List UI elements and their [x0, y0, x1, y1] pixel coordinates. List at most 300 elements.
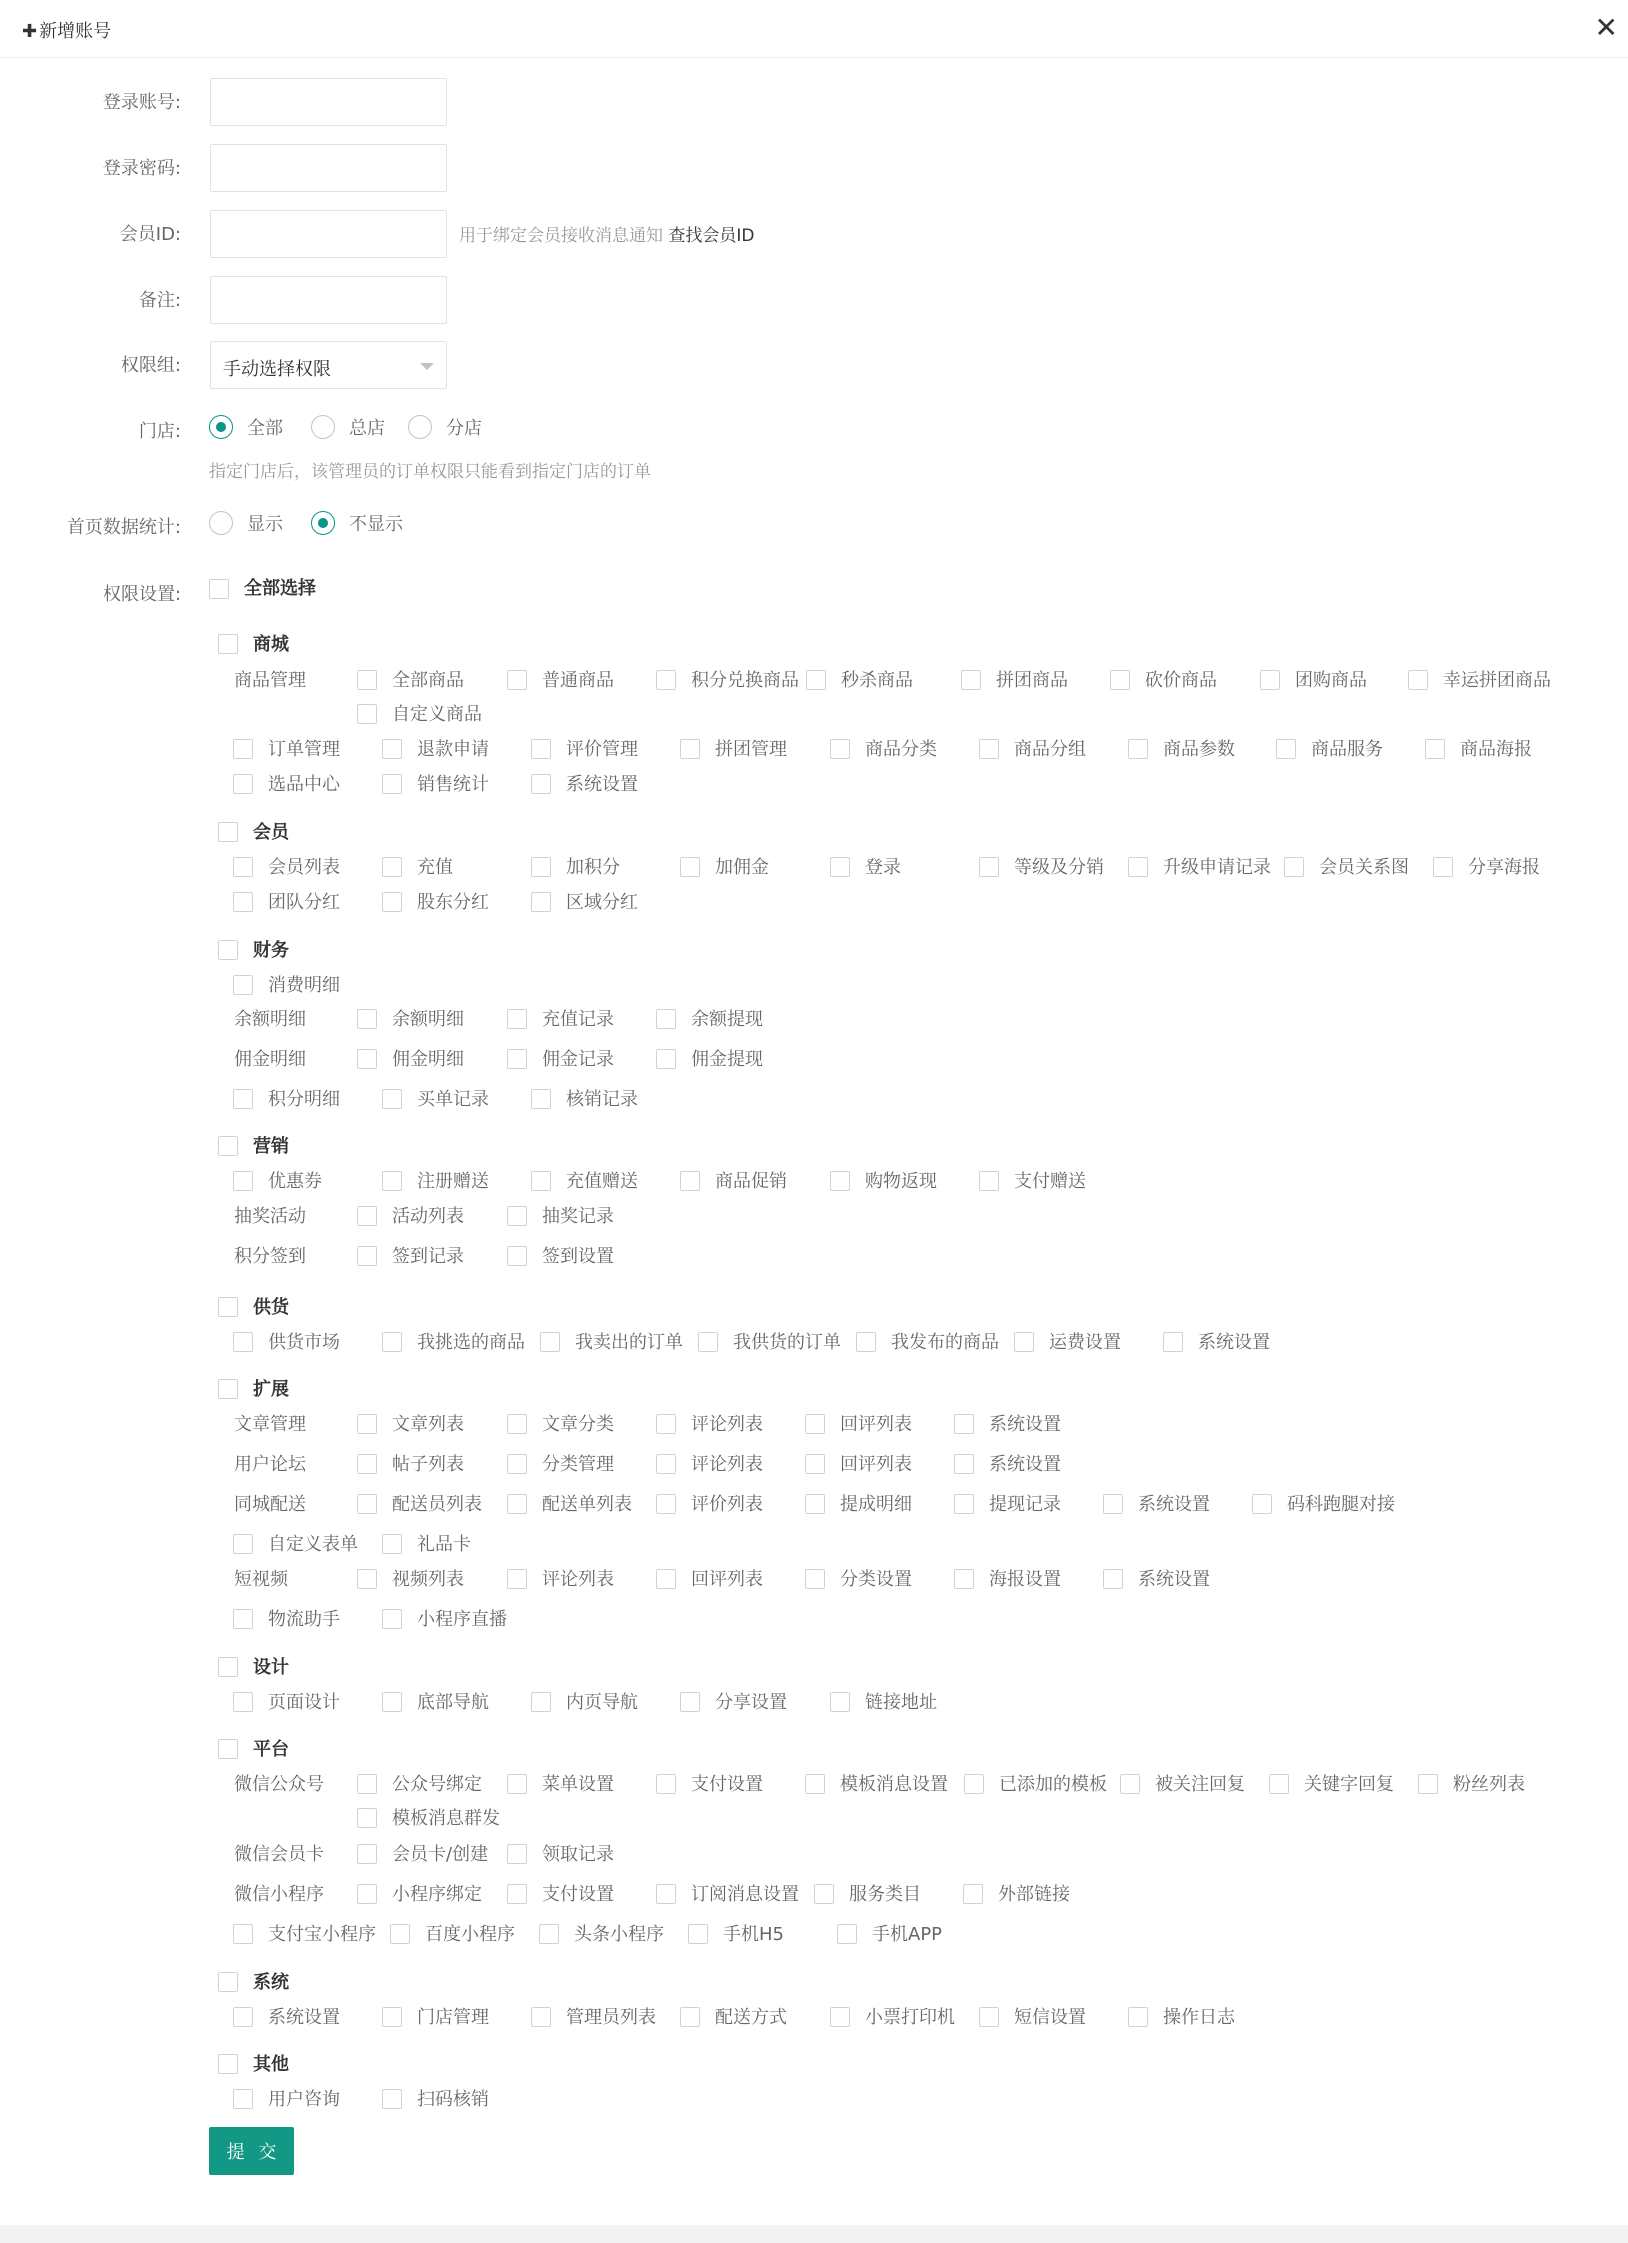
permission-label: 码科跑腿对接	[1287, 1494, 1395, 1515]
permission-label: 系统设置	[1138, 1494, 1210, 1515]
group-select[interactable]	[210, 341, 447, 389]
permission-checkbox[interactable]	[806, 670, 826, 690]
permission-checkbox[interactable]	[680, 857, 700, 877]
category-checkbox[interactable]	[218, 1972, 238, 1992]
close-icon[interactable]: ✕	[1594, 11, 1618, 44]
caret-down-icon	[420, 363, 434, 370]
permission-label: 订阅消息设置	[691, 1884, 799, 1905]
permission-checkbox[interactable]	[507, 1246, 527, 1266]
stats-label: 首页数据统计:	[66, 517, 181, 538]
permission-checkbox[interactable]	[656, 1414, 676, 1434]
permission-checkbox[interactable]	[507, 1844, 527, 1864]
permission-label: 区域分红	[566, 892, 638, 913]
permission-label: 评论列表	[542, 1569, 614, 1590]
permission-label: 运费设置	[1049, 1332, 1121, 1353]
permission-checkbox[interactable]	[1425, 739, 1445, 759]
permission-label: 提现记录	[989, 1494, 1061, 1515]
permission-checkbox[interactable]	[830, 857, 850, 877]
password-input[interactable]	[210, 144, 447, 192]
permission-checkbox[interactable]	[531, 857, 551, 877]
permission-checkbox[interactable]	[357, 704, 377, 724]
permission-label: 充值赠送	[566, 1171, 638, 1192]
permission-checkbox[interactable]	[805, 1569, 825, 1589]
permission-checkbox[interactable]	[507, 1206, 527, 1226]
permission-checkbox[interactable]	[1163, 1332, 1183, 1352]
permission-label: 支付宝小程序	[268, 1924, 376, 1945]
permission-label: 小票打印机	[865, 2007, 955, 2028]
category-checkbox[interactable]	[218, 1739, 238, 1759]
permission-label: 注册赠送	[417, 1171, 489, 1192]
permission-checkbox[interactable]	[507, 1049, 527, 1069]
permission-label: 砍价商品	[1145, 670, 1217, 691]
permission-checkbox[interactable]	[531, 2007, 551, 2027]
category-label: 其他	[253, 2054, 289, 2075]
category-label: 会员	[253, 822, 289, 843]
permission-group-label: 短视频	[234, 1569, 288, 1590]
permission-checkbox[interactable]	[382, 2089, 402, 2109]
permission-label: 百度小程序	[425, 1924, 515, 1945]
radio-icon	[209, 511, 233, 535]
permission-checkbox[interactable]	[805, 1454, 825, 1474]
permission-label: 消费明细	[268, 975, 340, 996]
permission-checkbox[interactable]	[357, 1049, 377, 1069]
permission-label: 系统设置	[268, 2007, 340, 2028]
permission-group-label: 文章管理	[234, 1414, 306, 1435]
permission-checkbox[interactable]	[1014, 1332, 1034, 1352]
permission-label: 商品分组	[1014, 739, 1086, 760]
category-checkbox[interactable]	[218, 2054, 238, 2074]
permission-label: 系统设置	[1138, 1569, 1210, 1590]
footer-bar	[0, 2225, 1628, 2243]
select-all-checkbox[interactable]	[209, 579, 229, 599]
permission-label: 充值记录	[542, 1009, 614, 1030]
radio-icon	[408, 415, 432, 439]
permission-group-label: 微信会员卡	[234, 1844, 324, 1865]
permission-checkbox[interactable]	[357, 1569, 377, 1589]
permission-checkbox[interactable]	[382, 1534, 402, 1554]
permission-label: 登录	[865, 857, 901, 878]
permission-label: 升级申请记录	[1163, 857, 1271, 878]
permission-checkbox[interactable]	[382, 1609, 402, 1629]
permission-checkbox[interactable]	[233, 1171, 253, 1191]
permission-label: 股东分红	[417, 892, 489, 913]
dialog-header	[0, 0, 1628, 58]
permission-checkbox[interactable]	[507, 1774, 527, 1794]
permission-label: 被关注回复	[1155, 1774, 1245, 1795]
account-label: 登录账号:	[102, 92, 181, 113]
category-checkbox[interactable]	[218, 1297, 238, 1317]
permission-checkbox[interactable]	[1418, 1774, 1438, 1794]
permission-checkbox[interactable]	[1103, 1494, 1123, 1514]
permission-checkbox[interactable]	[357, 670, 377, 690]
store-radio-head[interactable]	[311, 414, 385, 440]
permission-checkbox[interactable]	[531, 1692, 551, 1712]
permission-label: 物流助手	[268, 1609, 340, 1630]
store-radio-branch-label: 分店	[446, 418, 482, 439]
permission-checkbox[interactable]	[539, 1924, 559, 1944]
permission-checkbox[interactable]	[830, 1692, 850, 1712]
permission-label: 头条小程序	[574, 1924, 664, 1945]
permission-checkbox[interactable]	[979, 857, 999, 877]
category-label: 设计	[253, 1657, 289, 1678]
permission-label: 外部链接	[998, 1884, 1070, 1905]
permission-label: 加佣金	[715, 857, 769, 878]
permission-label: 签到设置	[542, 1246, 614, 1267]
permission-checkbox[interactable]	[1128, 2007, 1148, 2027]
permission-label: 门店管理	[417, 2007, 489, 2028]
permission-checkbox[interactable]	[507, 1569, 527, 1589]
permission-label: 佣金记录	[542, 1049, 614, 1070]
permission-label: 菜单设置	[542, 1774, 614, 1795]
permission-checkbox[interactable]	[680, 1692, 700, 1712]
permission-label: 公众号绑定	[392, 1774, 482, 1795]
permission-label: 回评列表	[840, 1454, 912, 1475]
group-label: 权限组:	[120, 355, 181, 376]
radio-checked-icon	[311, 511, 335, 535]
permission-checkbox[interactable]	[954, 1454, 974, 1474]
permission-label: 海报设置	[989, 1569, 1061, 1590]
permission-checkbox[interactable]	[357, 1844, 377, 1864]
permission-label: 供货市场	[268, 1332, 340, 1353]
password-label: 登录密码:	[102, 158, 181, 179]
permission-label: 余额明细	[392, 1009, 464, 1030]
permission-group-label: 用户论坛	[234, 1454, 306, 1475]
remark-input[interactable]	[210, 276, 447, 324]
permission-label: 评论列表	[691, 1454, 763, 1475]
permission-checkbox[interactable]	[1276, 739, 1296, 759]
permission-label: 加积分	[566, 857, 620, 878]
permission-checkbox[interactable]	[1284, 857, 1304, 877]
permission-checkbox[interactable]	[357, 1494, 377, 1514]
store-radio-head-label: 总店	[349, 418, 385, 439]
permission-checkbox[interactable]	[357, 1206, 377, 1226]
radio-icon	[311, 415, 335, 439]
permission-checkbox[interactable]	[1408, 670, 1428, 690]
permission-group-label: 余额明细	[234, 1009, 306, 1030]
permission-label: 支付赠送	[1014, 1171, 1086, 1192]
permission-label: 文章列表	[392, 1414, 464, 1435]
permission-checkbox[interactable]	[814, 1884, 834, 1904]
permission-label: 模板消息设置	[840, 1774, 948, 1795]
category-checkbox[interactable]	[218, 822, 238, 842]
permission-checkbox[interactable]	[357, 1774, 377, 1794]
permission-label: 用户咨询	[268, 2089, 340, 2110]
permission-checkbox[interactable]	[656, 1494, 676, 1514]
permission-checkbox[interactable]	[830, 1171, 850, 1191]
permission-checkbox[interactable]	[656, 1009, 676, 1029]
permission-label: 拼团商品	[996, 670, 1068, 691]
select-all-label: 全部选择	[244, 578, 316, 599]
permission-label: 管理员列表	[566, 2007, 656, 2028]
permission-label: 提成明细	[840, 1494, 912, 1515]
permission-checkbox[interactable]	[382, 1089, 402, 1109]
permission-checkbox[interactable]	[805, 1414, 825, 1434]
permission-label: 签到记录	[392, 1246, 464, 1267]
permission-checkbox[interactable]	[979, 1171, 999, 1191]
member-id-hint	[459, 221, 755, 246]
permission-checkbox[interactable]	[961, 670, 981, 690]
stats-radio-hide[interactable]	[311, 510, 403, 536]
permission-checkbox[interactable]	[233, 1924, 253, 1944]
permission-group-label: 佣金明细	[234, 1049, 306, 1070]
account-input[interactable]	[210, 78, 447, 126]
permission-checkbox[interactable]	[680, 2007, 700, 2027]
permission-checkbox[interactable]	[357, 1454, 377, 1474]
permission-label: 我供货的订单	[733, 1332, 841, 1353]
permission-label: 服务类目	[849, 1884, 921, 1905]
permission-label: 底部导航	[417, 1692, 489, 1713]
category-checkbox[interactable]	[218, 1379, 238, 1399]
permission-checkbox[interactable]	[979, 739, 999, 759]
category-label: 扩展	[253, 1379, 289, 1400]
permission-label: 商品分类	[865, 739, 937, 760]
permission-checkbox[interactable]	[390, 1924, 410, 1944]
permission-checkbox[interactable]	[382, 892, 402, 912]
permission-label: 内页导航	[566, 1692, 638, 1713]
permission-label: 等级及分销	[1014, 857, 1104, 878]
permission-checkbox[interactable]	[805, 1494, 825, 1514]
permission-checkbox[interactable]	[954, 1494, 974, 1514]
dialog-title-text: 新增账号	[39, 21, 112, 42]
permission-label: 帖子列表	[392, 1454, 464, 1475]
permission-label: 评价管理	[566, 739, 638, 760]
member-id-label: 会员ID:	[119, 224, 181, 245]
permission-label: 普通商品	[542, 670, 614, 691]
category-label: 商城	[253, 634, 289, 655]
permission-checkbox[interactable]	[357, 1414, 377, 1434]
permission-checkbox[interactable]	[233, 1089, 253, 1109]
permission-label: 会员关系图	[1319, 857, 1409, 878]
permission-checkbox[interactable]	[837, 1924, 857, 1944]
permission-checkbox[interactable]	[233, 975, 253, 995]
permission-checkbox[interactable]	[382, 1692, 402, 1712]
permission-checkbox[interactable]	[540, 1332, 560, 1352]
category-checkbox[interactable]	[218, 634, 238, 654]
permission-checkbox[interactable]	[656, 1774, 676, 1794]
permission-label: 积分明细	[268, 1089, 340, 1110]
group-select-value: 手动选择权限	[223, 359, 331, 380]
permission-checkbox[interactable]	[656, 1884, 676, 1904]
permission-label: 商品服务	[1311, 739, 1383, 760]
permission-group-label: 微信小程序	[234, 1884, 324, 1905]
permission-checkbox[interactable]	[507, 1494, 527, 1514]
permission-checkbox[interactable]	[963, 1884, 983, 1904]
permission-label: 操作日志	[1163, 2007, 1235, 2028]
permission-checkbox[interactable]	[382, 739, 402, 759]
permission-checkbox[interactable]	[357, 1884, 377, 1904]
permission-checkbox[interactable]	[233, 1692, 253, 1712]
permission-checkbox[interactable]	[531, 1171, 551, 1191]
permission-label: 链接地址	[865, 1692, 937, 1713]
permission-checkbox[interactable]	[507, 1454, 527, 1474]
permission-checkbox[interactable]	[382, 774, 402, 794]
permission-label: 购物返现	[865, 1171, 937, 1192]
permission-checkbox[interactable]	[1110, 670, 1130, 690]
permission-label: 视频列表	[392, 1569, 464, 1590]
permission-label: 自定义商品	[392, 704, 482, 725]
permission-label: 积分兑换商品	[691, 670, 799, 691]
store-label: 门店:	[138, 421, 181, 442]
permission-label: 团购商品	[1295, 670, 1367, 691]
permission-checkbox[interactable]	[1103, 1569, 1123, 1589]
permission-checkbox[interactable]	[382, 2007, 402, 2027]
permission-checkbox[interactable]	[233, 739, 253, 759]
permission-label: 分类管理	[542, 1454, 614, 1475]
stats-radio-show-label: 显示	[247, 514, 283, 535]
permission-checkbox[interactable]	[233, 857, 253, 877]
permission-checkbox[interactable]	[531, 1089, 551, 1109]
permission-checkbox[interactable]	[830, 739, 850, 759]
permission-checkbox[interactable]	[233, 892, 253, 912]
category-label: 系统	[253, 1972, 289, 1993]
permission-label: 全部商品	[392, 670, 464, 691]
permission-checkbox[interactable]	[680, 1171, 700, 1191]
permission-label: 已添加的模板	[999, 1774, 1107, 1795]
permission-checkbox[interactable]	[805, 1774, 825, 1794]
permission-label: 秒杀商品	[841, 670, 913, 691]
permission-label: 分类设置	[840, 1569, 912, 1590]
permission-label: 佣金明细	[392, 1049, 464, 1070]
permission-checkbox[interactable]	[698, 1332, 718, 1352]
store-radio-branch[interactable]	[408, 414, 482, 440]
category-label: 供货	[253, 1297, 289, 1318]
permission-checkbox[interactable]	[688, 1924, 708, 1944]
permission-checkbox[interactable]	[830, 2007, 850, 2027]
permission-label: 分享设置	[715, 1692, 787, 1713]
permission-checkbox[interactable]	[1128, 739, 1148, 759]
permission-checkbox[interactable]	[233, 1534, 253, 1554]
permission-checkbox[interactable]	[1269, 1774, 1289, 1794]
permission-checkbox[interactable]	[1252, 1494, 1272, 1514]
permission-label: 幸运拼团商品	[1443, 670, 1551, 691]
permission-label: 销售统计	[417, 774, 489, 795]
permission-label: 扫码核销	[417, 2089, 489, 2110]
permission-label: 会员卡/创建	[392, 1844, 489, 1865]
permission-label: 订单管理	[268, 739, 340, 760]
permission-label: 配送方式	[715, 2007, 787, 2028]
permission-label: 文章分类	[542, 1414, 614, 1435]
permission-checkbox[interactable]	[382, 857, 402, 877]
permission-label: 粉丝列表	[1453, 1774, 1525, 1795]
category-label: 营销	[253, 1136, 289, 1157]
permission-group-label: 抽奖活动	[234, 1206, 306, 1227]
permission-checkbox[interactable]	[1260, 670, 1280, 690]
permission-label: 余额提现	[691, 1009, 763, 1030]
permission-checkbox[interactable]	[507, 1009, 527, 1029]
permission-group-label: 微信公众号	[234, 1774, 324, 1795]
permission-label: 手机APP	[872, 1924, 943, 1945]
permission-checkbox[interactable]	[656, 1569, 676, 1589]
permission-checkbox[interactable]	[357, 1246, 377, 1266]
permission-checkbox[interactable]	[233, 1609, 253, 1629]
permission-checkbox[interactable]	[507, 1414, 527, 1434]
permission-label: 模板消息群发	[392, 1808, 500, 1829]
permission-label: 活动列表	[392, 1206, 464, 1227]
permission-checkbox[interactable]	[964, 1774, 984, 1794]
permission-label: 会员列表	[268, 857, 340, 878]
permission-checkbox[interactable]	[680, 739, 700, 759]
permission-checkbox[interactable]	[954, 1414, 974, 1434]
permission-label: 佣金提现	[691, 1049, 763, 1070]
permission-label: 评论列表	[691, 1414, 763, 1435]
permission-checkbox[interactable]	[507, 1884, 527, 1904]
permission-label: 系统设置	[989, 1454, 1061, 1475]
permission-label: 我卖出的订单	[575, 1332, 683, 1353]
permission-checkbox[interactable]	[382, 1332, 402, 1352]
permission-checkbox[interactable]	[531, 774, 551, 794]
radio-checked-icon	[209, 415, 233, 439]
permission-checkbox[interactable]	[656, 1454, 676, 1474]
category-checkbox[interactable]	[218, 1657, 238, 1677]
permission-label: 配送单列表	[542, 1494, 632, 1515]
permission-label: 我挑选的商品	[417, 1332, 525, 1353]
permission-checkbox[interactable]	[233, 2089, 253, 2109]
permission-checkbox[interactable]	[1433, 857, 1453, 877]
permission-checkbox[interactable]	[531, 739, 551, 759]
permission-checkbox[interactable]	[979, 2007, 999, 2027]
category-checkbox[interactable]	[218, 1136, 238, 1156]
permission-checkbox[interactable]	[954, 1569, 974, 1589]
store-hint: 指定门店后，该管理员的订单权限只能看到指定门店的订单	[209, 462, 651, 482]
permission-checkbox[interactable]	[233, 1332, 253, 1352]
permission-checkbox[interactable]	[357, 1808, 377, 1828]
permission-label: 核销记录	[566, 1089, 638, 1110]
remark-label: 备注:	[138, 290, 181, 311]
permission-checkbox[interactable]	[531, 892, 551, 912]
permission-label: 我发布的商品	[891, 1332, 999, 1353]
permission-label: 选品中心	[268, 774, 340, 795]
find-member-link[interactable]: 查找会员ID	[668, 226, 755, 246]
permission-label: 系统设置	[566, 774, 638, 795]
member-id-input[interactable]	[210, 210, 447, 258]
submit-button[interactable]: 提 交	[209, 2127, 294, 2175]
category-label: 平台	[253, 1739, 289, 1760]
permission-group-label: 商品管理	[234, 670, 306, 691]
permission-label: 系统设置	[989, 1414, 1061, 1435]
permission-label: 回评列表	[840, 1414, 912, 1435]
permission-label: 分享海报	[1468, 857, 1540, 878]
permission-label: 商品促销	[715, 1171, 787, 1192]
permission-label: 页面设计	[268, 1692, 340, 1713]
permission-label: 关键字回复	[1304, 1774, 1394, 1795]
permission-label: 支付设置	[542, 1884, 614, 1905]
permission-label: 优惠券	[268, 1171, 322, 1192]
permission-checkbox[interactable]	[233, 774, 253, 794]
permission-checkbox[interactable]	[856, 1332, 876, 1352]
permission-label: 退款申请	[417, 739, 489, 760]
permission-checkbox[interactable]	[1120, 1774, 1140, 1794]
dialog-title	[22, 17, 111, 43]
store-radio-all[interactable]	[209, 414, 283, 440]
permission-checkbox[interactable]	[357, 1009, 377, 1029]
permission-checkbox[interactable]	[382, 1171, 402, 1191]
permission-checkbox[interactable]	[656, 1049, 676, 1069]
permission-label: 权限设置:	[103, 584, 182, 605]
permission-checkbox[interactable]	[1128, 857, 1148, 877]
permission-label: 礼品卡	[417, 1534, 471, 1555]
permission-group-label: 积分签到	[234, 1246, 306, 1267]
permission-label: 系统设置	[1198, 1332, 1270, 1353]
permission-checkbox[interactable]	[507, 670, 527, 690]
permission-checkbox[interactable]	[233, 2007, 253, 2027]
permission-label: 短信设置	[1014, 2007, 1086, 2028]
stats-radio-show[interactable]	[209, 510, 283, 536]
category-checkbox[interactable]	[218, 940, 238, 960]
stats-radio-hide-label: 不显示	[349, 514, 403, 535]
permission-checkbox[interactable]	[656, 670, 676, 690]
store-radio-all-label: 全部	[247, 418, 283, 439]
category-label: 财务	[253, 940, 289, 961]
